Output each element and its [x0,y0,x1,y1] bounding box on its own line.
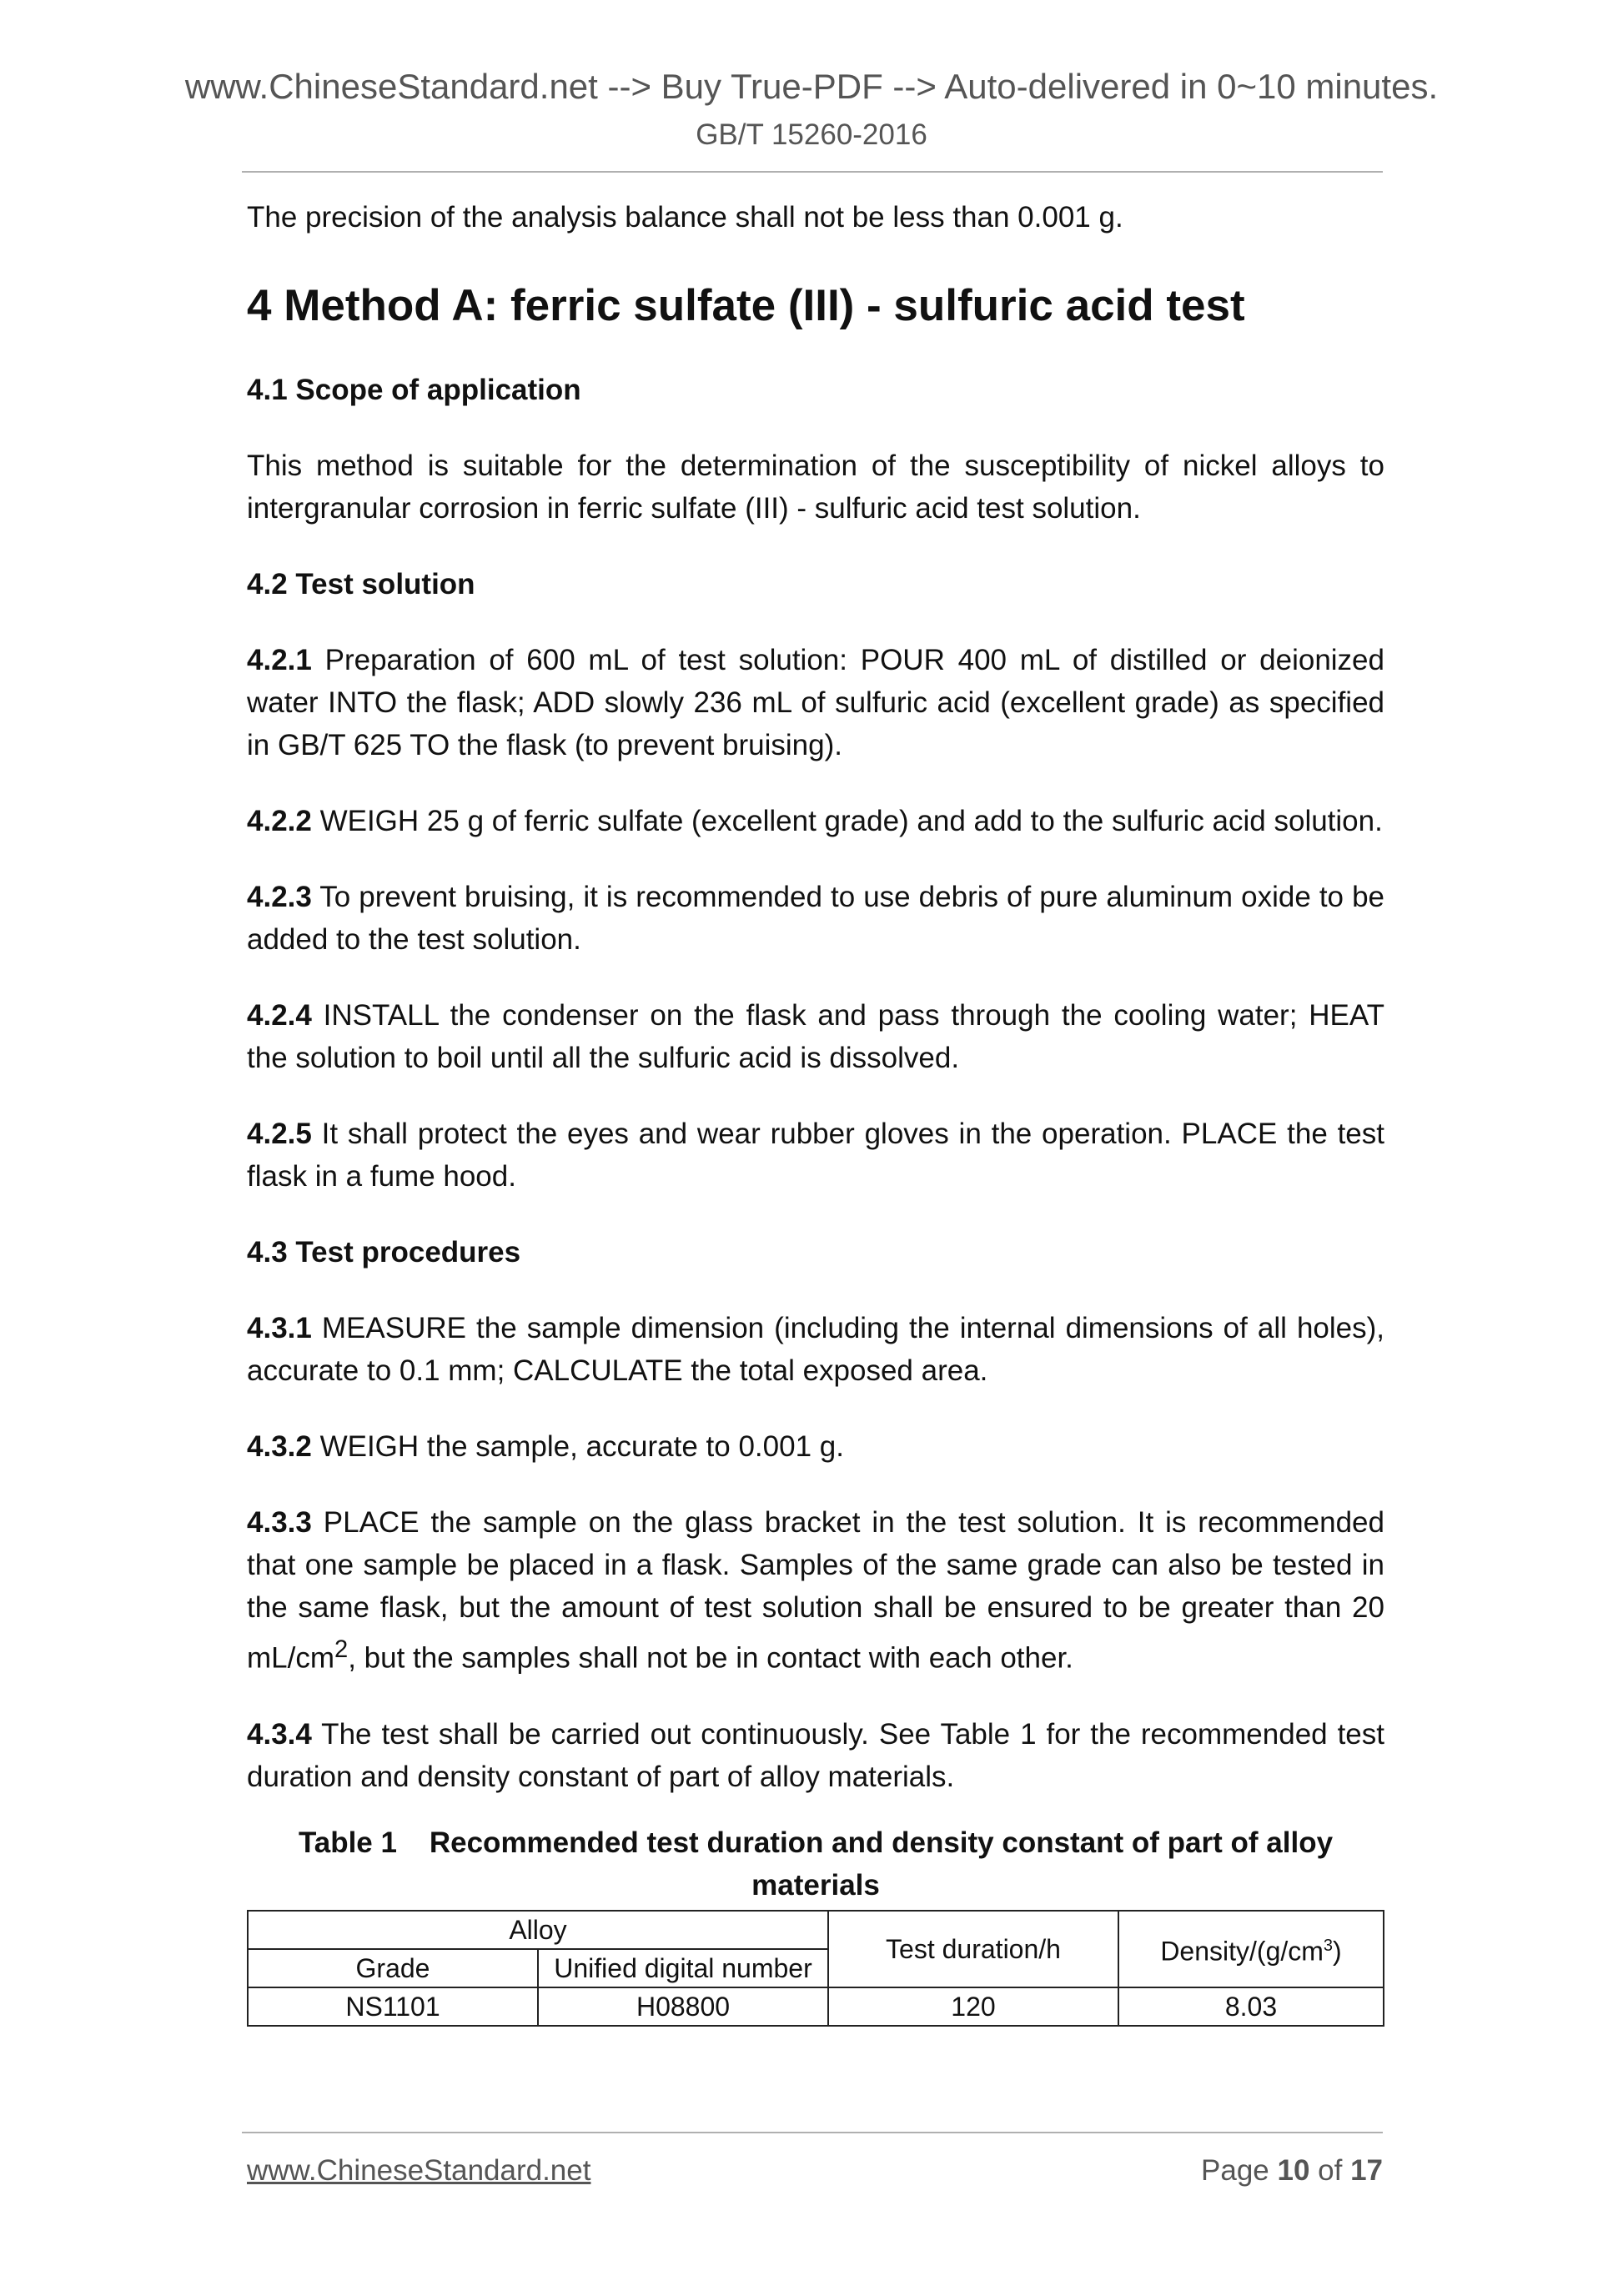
cell-density: 8.03 [1118,1987,1384,2026]
header-unified-number: Unified digital number [538,1949,828,1987]
clause-text: It shall protect the eyes and wear rubber gloves in the operation. PLACE the test flask in a fume hood. [247,1118,1384,1193]
cell-unified-number: H08800 [538,1987,828,2026]
footer-divider [242,2132,1383,2133]
clause-text: INSTALL the condenser on the flask and pass through the cooling water; HEAT the solution to boil until all the sulfuric acid is dissolved. [247,999,1384,1074]
clause-text: WEIGH the sample, accurate to 0.001 g. [311,1430,844,1463]
clause-number: 4.3.4 [247,1717,312,1751]
clause-4-2-1 [247,639,1384,766]
cell-test-duration: 120 [828,1987,1118,2026]
clause-4-2-4 [247,994,1384,1079]
density-label-close: ) [1333,1936,1342,1967]
clause-4-3-3 [247,1501,1384,1680]
clause-4-3-4 [247,1713,1384,1798]
section-4-2-heading: 4.2 Test solution [247,568,475,600]
page-total: 17 [1350,2154,1383,2187]
header-standard-number: GB/T 15260-2016 [696,118,927,151]
clause-text: MEASURE the sample dimension (including the internal dimensions of all holes), accurate to 0.1 mm; CALCULATE the total exposed area. [247,1312,1384,1387]
section-4-1-text: This method is suitable for the determination of the susceptibility of nickel alloys to intergranular corrosion in ferric sulfate (III) - sulfuric acid test solution. [247,450,1384,525]
clause-text: The test shall be carried out continuously. See Table 1 for the recommended test duration and density constant of part of alloy materials. [247,1717,1384,1793]
page-content [247,196,1384,2027]
clause-text: PLACE the sample on the glass bracket in the test solution. It is recommended that one sample be placed in a flask. Samples of the same grade can also be tested in the same flask, but the amount of test solution shall be ensured to be greater than 20 mL/cm [247,1506,1384,1675]
clause-number: 4.2.2 [247,805,312,837]
clause-4-3-1 [247,1307,1384,1392]
page-prefix: Page [1201,2154,1278,2187]
page-current: 10 [1277,2154,1310,2187]
header-test-duration: Test duration/h [828,1911,1118,1987]
clause-text-tail: , but the samples shall not be in contact with each other. [348,1641,1073,1675]
header-alloy: Alloy [248,1911,828,1949]
clause-text: To prevent bruising, it is recommended to use debris of pure aluminum oxide to be added to the test solution. [247,881,1384,956]
density-unit-superscript: 3 [1323,1937,1334,1956]
clause-text: WEIGH 25 g of ferric sulfate (excellent grade) and add to the sulfuric acid solution. [311,805,1383,837]
clause-number: 4.3.3 [247,1506,312,1539]
section-4-1-heading: 4.1 Scope of application [247,374,581,406]
clause-number: 4.2.4 [247,999,312,1032]
table-row [248,1987,1384,2026]
cell-grade: NS1101 [248,1987,538,2026]
header-grade: Grade [248,1949,538,1987]
clause-4-2-5 [247,1113,1384,1198]
section-4-3-heading: 4.3 Test procedures [247,1236,521,1269]
clause-4-3-2 [247,1425,1384,1468]
table-header-row [248,1911,1384,1949]
header-density [1118,1911,1384,1987]
clause-4-2-3 [247,876,1384,961]
table-1-caption: Table 1 Recommended test duration and density constant of part of alloy materials [298,1826,1341,1902]
clause-text: Preparation of 600 mL of test solution: POUR 400 mL of distilled or deionized water INTO the flask; ADD slowly 236 mL of sulfuric acid (excellent grade) as specified in GB/T 625 TO the flask (to prevent bruising). [247,644,1384,761]
section-4-heading: 4 Method A: ferric sulfate (III) - sulfuric acid test [247,281,1245,330]
table-1 [247,1910,1384,2027]
page-mid: of [1309,2154,1351,2187]
header-divider [242,171,1383,173]
clause-number: 4.2.1 [247,644,312,676]
clause-number: 4.3.2 [247,1430,312,1463]
footer-website-link[interactable]: www.ChineseStandard.net [247,2154,591,2187]
page-indicator [1201,2152,1383,2190]
superscript: 2 [334,1636,349,1663]
clause-number: 4.2.3 [247,881,312,913]
intro-paragraph: The precision of the analysis balance shall not be less than 0.001 g. [247,201,1123,234]
clause-number: 4.3.1 [247,1312,312,1344]
clause-4-2-2 [247,800,1384,842]
density-label: Density/(g/cm [1160,1936,1324,1967]
clause-number: 4.2.5 [247,1118,312,1150]
header-banner: www.ChineseStandard.net --> Buy True-PDF --> Auto-delivered in 0~10 minutes. [184,67,1439,106]
